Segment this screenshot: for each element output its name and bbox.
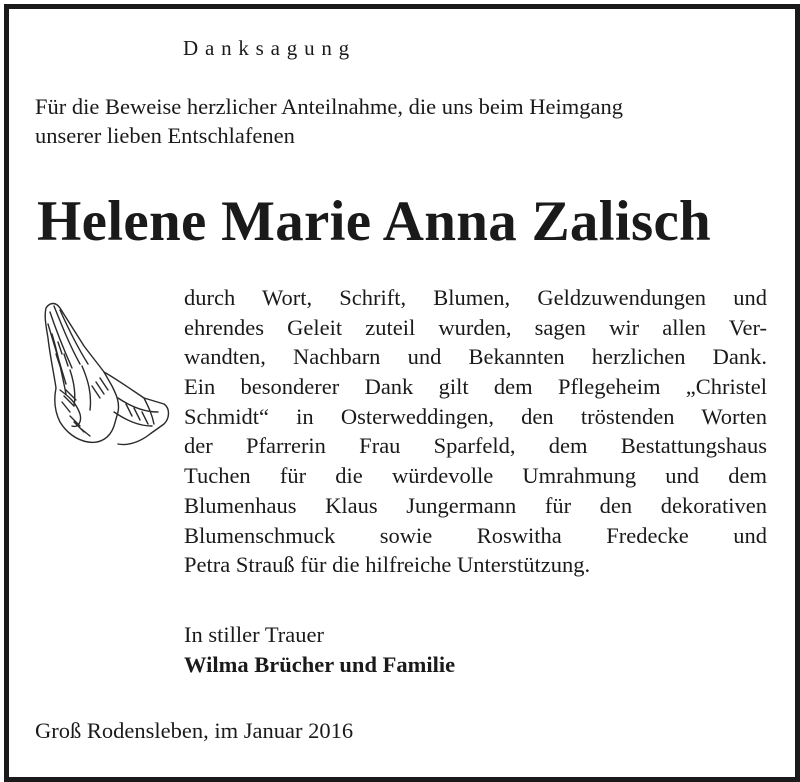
place-date: Groß Rodensleben, im Januar 2016 bbox=[35, 718, 354, 743]
body-line: Blumenschmuck sowie Roswitha Fredecke und bbox=[184, 522, 767, 548]
body-line: Petra Strauß für die hilfreiche Unterstützung. bbox=[184, 552, 591, 578]
body-line: Blumenhaus Klaus Jungermann für den dekorativen bbox=[184, 492, 767, 518]
body-line: wandten, Nachbarn und Bekannten herzlichen Dank. bbox=[184, 344, 767, 370]
body-line: der Pfarrerin Frau Sparfeld, dem Bestattungshaus bbox=[184, 433, 767, 459]
closing-block bbox=[184, 620, 455, 680]
deceased-name: Helene Marie Anna Zalisch bbox=[37, 190, 712, 253]
body-line: Schmidt“ in Osterweddingen, den tröstenden Worten bbox=[184, 403, 767, 429]
intro-line: unserer lieben Entschlafenen bbox=[35, 123, 295, 148]
intro-text bbox=[35, 92, 770, 150]
thanks-body bbox=[184, 283, 767, 580]
signer-name: Wilma Brücher und Familie bbox=[184, 652, 456, 677]
body-line: Ein besonderer Dank gilt dem Pflegeheim „Christel bbox=[184, 374, 767, 400]
intro-line: Für die Beweise herzlicher Anteilnahme, die uns beim Heimgang bbox=[35, 94, 623, 119]
praying-hands-icon bbox=[40, 294, 172, 460]
notice-heading: Danksagung bbox=[183, 36, 356, 60]
mourning-line: In stiller Trauer bbox=[184, 622, 324, 647]
body-line: Tuchen für die würdevolle Umrahmung und dem bbox=[184, 463, 767, 489]
body-line: ehrendes Geleit zuteil wurden, sagen wir allen Ver- bbox=[184, 314, 767, 340]
body-line: durch Wort, Schrift, Blumen, Geldzuwendungen und bbox=[184, 285, 767, 310]
